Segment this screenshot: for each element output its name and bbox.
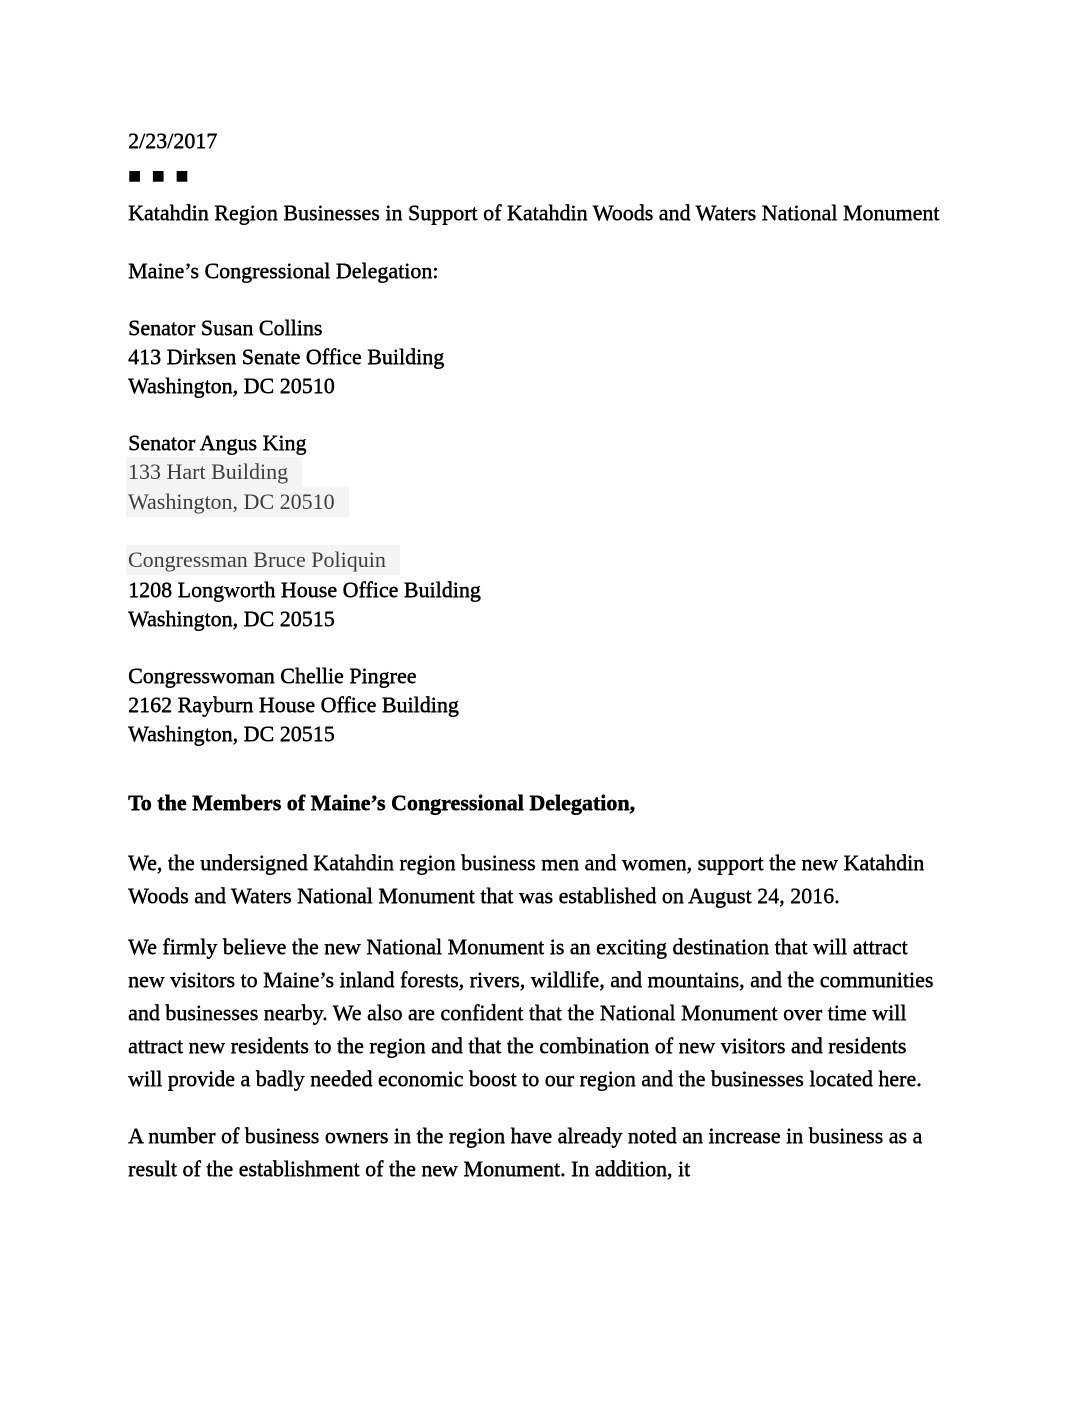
body-paragraph: We, the undersigned Katahdin region business men and women, support the new Katahdin Woods and Waters National Monument that was established on August 24, 2016. xyxy=(128,850,925,908)
recipient-name: Senator Angus King xyxy=(128,430,307,455)
recipient-name: Congresswoman Chellie Pingree xyxy=(128,663,417,688)
delegation-heading: Maine’s Congressional Delegation: xyxy=(128,258,439,283)
recipient-name: Senator Susan Collins xyxy=(128,315,323,340)
recipient-name: Congressman Bruce Poliquin xyxy=(126,545,400,575)
address-line: 2162 Rayburn House Office Building xyxy=(128,692,459,717)
recipient-block-collins xyxy=(128,313,946,400)
address-line: 1208 Longworth House Office Building xyxy=(128,577,481,602)
address-line: Washington, DC 20510 xyxy=(126,487,349,517)
greeting-line: To the Members of Maine’s Congressional Delegation, xyxy=(128,790,635,815)
body-paragraph: A number of business owners in the region have already noted an increase in business as a result of the establishment of the new Monument. In addition, it xyxy=(128,1123,923,1181)
address-line: Washington, DC 20515 xyxy=(128,606,335,631)
letter-date: 2/23/2017 xyxy=(128,128,218,153)
letter-headline: Katahdin Region Businesses in Support of Katahdin Woods and Waters National Monument xyxy=(128,200,940,225)
separator-dots-icon: ■ ■ ■ xyxy=(128,168,192,184)
recipient-block-pingree xyxy=(128,661,946,748)
recipient-block-king xyxy=(128,428,946,517)
address-line: Washington, DC 20510 xyxy=(128,373,335,398)
address-line: 133 Hart Building xyxy=(126,457,302,487)
address-line: Washington, DC 20515 xyxy=(128,721,335,746)
body-paragraph: We firmly believe the new National Monument is an exciting destination that will attract new visitors to Maine’s inland forests, rivers, wildlife, and mountains, and the communities and businesses nearby. We also are confident that the National Monument over time will attract new residents to the region and that the combination of new visitors and residents will provide a badly needed economic boost to our region and the businesses located here. xyxy=(128,934,934,1091)
address-line: 413 Dirksen Senate Office Building xyxy=(128,344,445,369)
recipient-block-poliquin xyxy=(128,545,946,633)
